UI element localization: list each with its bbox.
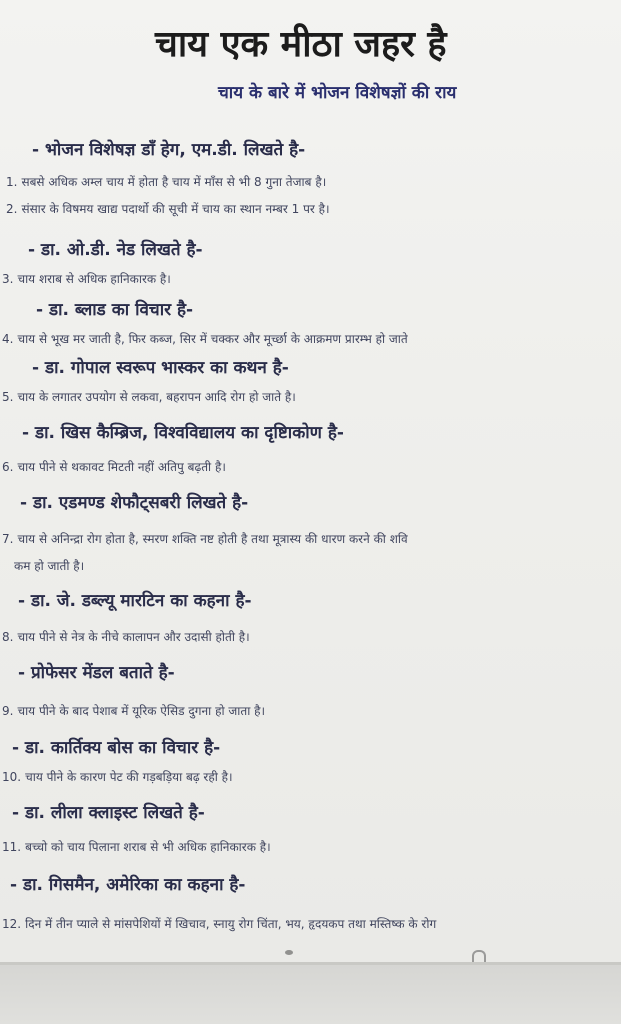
item-text: कम हो जाती है। — [14, 559, 85, 573]
list-item — [2, 628, 250, 645]
list-item — [2, 388, 296, 405]
item-text: चाय के लगातर उपयोग से लकवा, बहरापन आदि रोग हो जाते है। — [17, 390, 296, 404]
section-heading: - डा. कार्तिक्य बोस का विचार है- — [12, 738, 221, 758]
item-text: चाय शराब से अधिक हानिकारक है। — [17, 272, 171, 286]
list-item — [2, 702, 265, 719]
item-number: 2. — [6, 202, 18, 216]
item-text: चाय पीने से नेत्र के नीचे कालापन और उदासी होती है। — [17, 630, 250, 644]
item-text: दिन में तीन प्याले से मांसपेशियों में खिचाव, स्नायु रोग चिंता, भय, हृदयकप तथा मस्तिष्क के रोग — [25, 917, 437, 931]
item-number: 8. — [2, 630, 14, 644]
item-text: चाय पीने के कारण पेट की गड़बड़िया बढ़ रही है। — [25, 770, 233, 784]
list-item — [2, 915, 436, 932]
item-number: 5. — [2, 390, 14, 404]
section-heading: - प्रोफेसर मेंडल बताते है- — [18, 663, 175, 683]
section-heading: - डा. एडमण्ड शेफौट्सबरी लिखते है- — [20, 493, 249, 513]
section-heading: - डा. गिसमैन, अमेरिका का कहना है- — [10, 875, 246, 895]
background-surface — [0, 965, 621, 1024]
section-heading: - डा. खिस कैम्ब्रिज, विश्वविद्यालय का दृष्टिाकोण है- — [22, 423, 344, 443]
poster-subtitle: चाय के बारे में भोजन विशेषज्ञों की राय — [218, 83, 457, 103]
item-number: 12. — [2, 917, 22, 931]
item-number: 4. — [2, 332, 14, 346]
list-item — [2, 330, 408, 347]
item-number: 1. — [6, 175, 18, 189]
list-item — [2, 530, 408, 547]
item-text: चाय पीने से थकावट मिटती नहीं अतिपु बढ़ती है। — [17, 460, 226, 474]
section-heading: - भोजन विशेषज्ञ डाँ हेग, एम.डी. लिखते है- — [32, 140, 306, 160]
section-heading: - डा. जे. डब्ल्यू मारटिन का कहना है- — [18, 591, 252, 611]
list-item — [2, 270, 171, 287]
item-number: 3. — [2, 272, 14, 286]
list-item — [6, 173, 326, 190]
section-heading: - डा. लीला क्लाइस्ट लिखते है- — [12, 803, 205, 823]
item-text: संसार के विषमय खाद्य पदार्थो की सूची में चाय का स्थान नम्बर 1 पर है। — [21, 202, 330, 216]
item-text: चाय से भूख मर जाती है, फिर कब्ज, सिर में चक्कर और मूर्च्छा के आक्रमण प्रारम्भ हो जाते — [17, 332, 408, 346]
ink-speck — [285, 950, 293, 955]
section-heading: - डा. गोपाल स्वरूप भास्कर का कथन है- — [32, 358, 289, 378]
list-item — [2, 458, 226, 475]
item-text: चाय से अनिन्द्रा रोग होता है, स्मरण शक्ति नष्ट होती है तथा मूत्रास्य की धारण करने की शवि — [17, 532, 408, 546]
list-item — [2, 838, 271, 855]
item-text: चाय पीने के बाद पेशाब में यूरिक ऐसिड दुगना हो जाता है। — [17, 704, 266, 718]
item-number: 10. — [2, 770, 22, 784]
item-number: 6. — [2, 460, 14, 474]
item-number: 7. — [2, 532, 14, 546]
poster-title: चाय एक मीठा जहर है — [155, 24, 447, 65]
pen-mark — [472, 950, 486, 962]
list-item-continuation — [14, 557, 84, 574]
list-item — [2, 768, 233, 785]
section-heading: - डा. ब्लाड का विचार है- — [36, 300, 194, 320]
item-number: 9. — [2, 704, 14, 718]
item-number: 11. — [2, 840, 22, 854]
item-text: सबसे अधिक अम्ल चाय में होता है चाय में माँस से भी 8 गुना तेजाब है। — [21, 175, 327, 189]
list-item — [6, 200, 330, 217]
item-text: बच्चो को चाय पिलाना शराब से भी अधिक हानिकारक है। — [25, 840, 271, 854]
section-heading: - डा. ओ.डी. नेड लिखते है- — [28, 240, 203, 260]
